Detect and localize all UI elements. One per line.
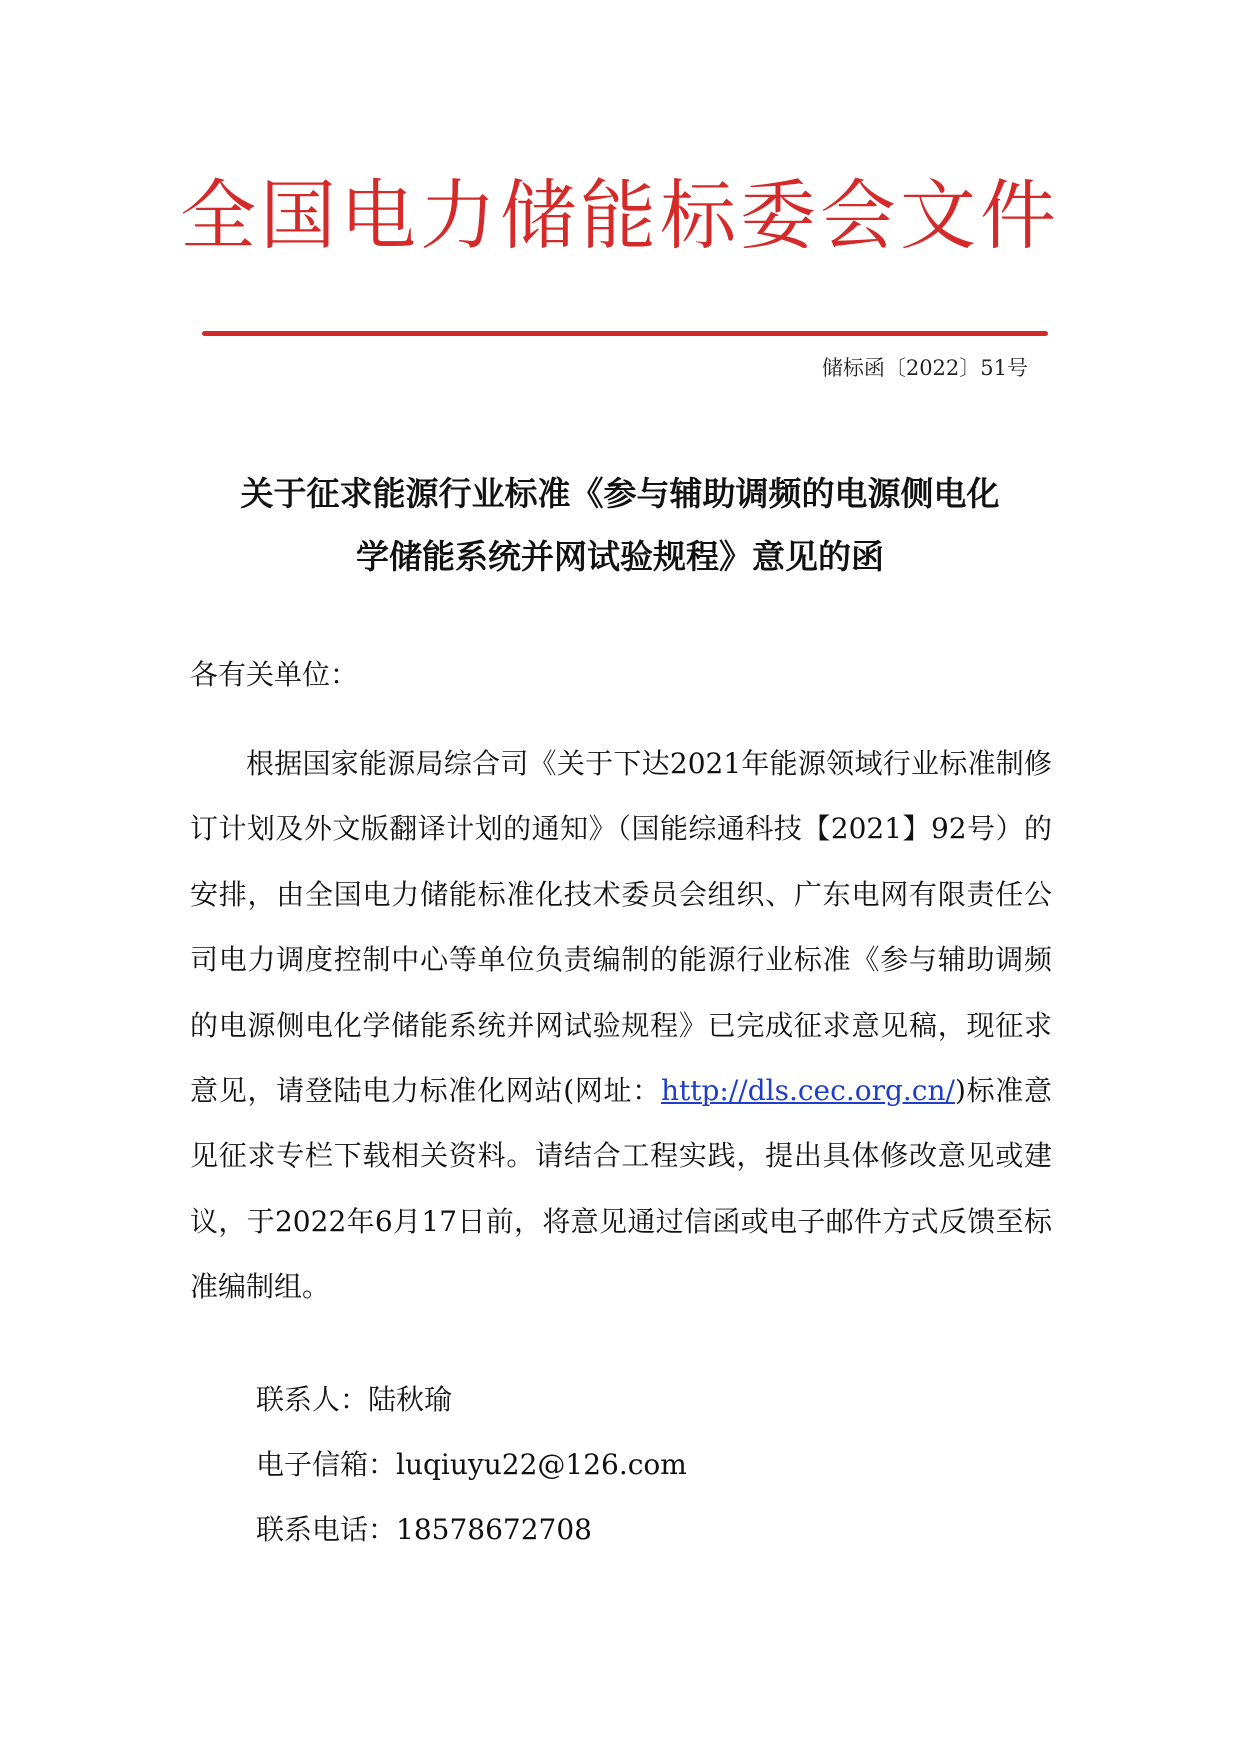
header-red-rule [202, 331, 1048, 336]
contact-phone: 联系电话：18578672708 [256, 1513, 592, 1546]
document-title-line-1: 关于征求能源行业标准《参与辅助调频的电源侧电化 [240, 474, 1000, 513]
body-text-after-link: )标准意见征求专栏下载相关资料。请结合工程实践，提出具体修改意见或建议，于2022年6月17日前，将意见通过信函或电子邮件方式反馈至标准编制组。 [190, 1074, 1052, 1304]
contact-email: 电子信箱：luqiuyu22@126.com [256, 1448, 687, 1481]
contact-person: 联系人：陆秋瑜 [256, 1383, 453, 1416]
body-paragraph [190, 731, 1052, 1320]
salutation: 各有关单位： [190, 658, 359, 691]
document-title [188, 462, 1052, 588]
body-text-before-link: 根据国家能源局综合司《关于下达2021年能源领域行业标准制修订计划及外文版翻译计划的通知》（国能综通科技【2021】92号）的安排，由全国电力储能标准化技术委员会组织、广东电网有限责任公司电力调度控制中心等单位负责编制的能源行业标准《参与辅助调频的电源侧电化学储能系统并网试验规程》已完成征求意见稿，现征求意见，请登陆电力标准化网站(网址： [190, 747, 1052, 1108]
document-number: 储标函〔2022〕51号 [821, 356, 1028, 380]
standardization-website-link[interactable]: http://dls.cec.org.cn/ [660, 1074, 955, 1108]
document-title-line-2: 学储能系统并网试验规程》意见的函 [356, 537, 884, 576]
document-header-title: 全国电力储能标委会文件 [180, 171, 1060, 260]
